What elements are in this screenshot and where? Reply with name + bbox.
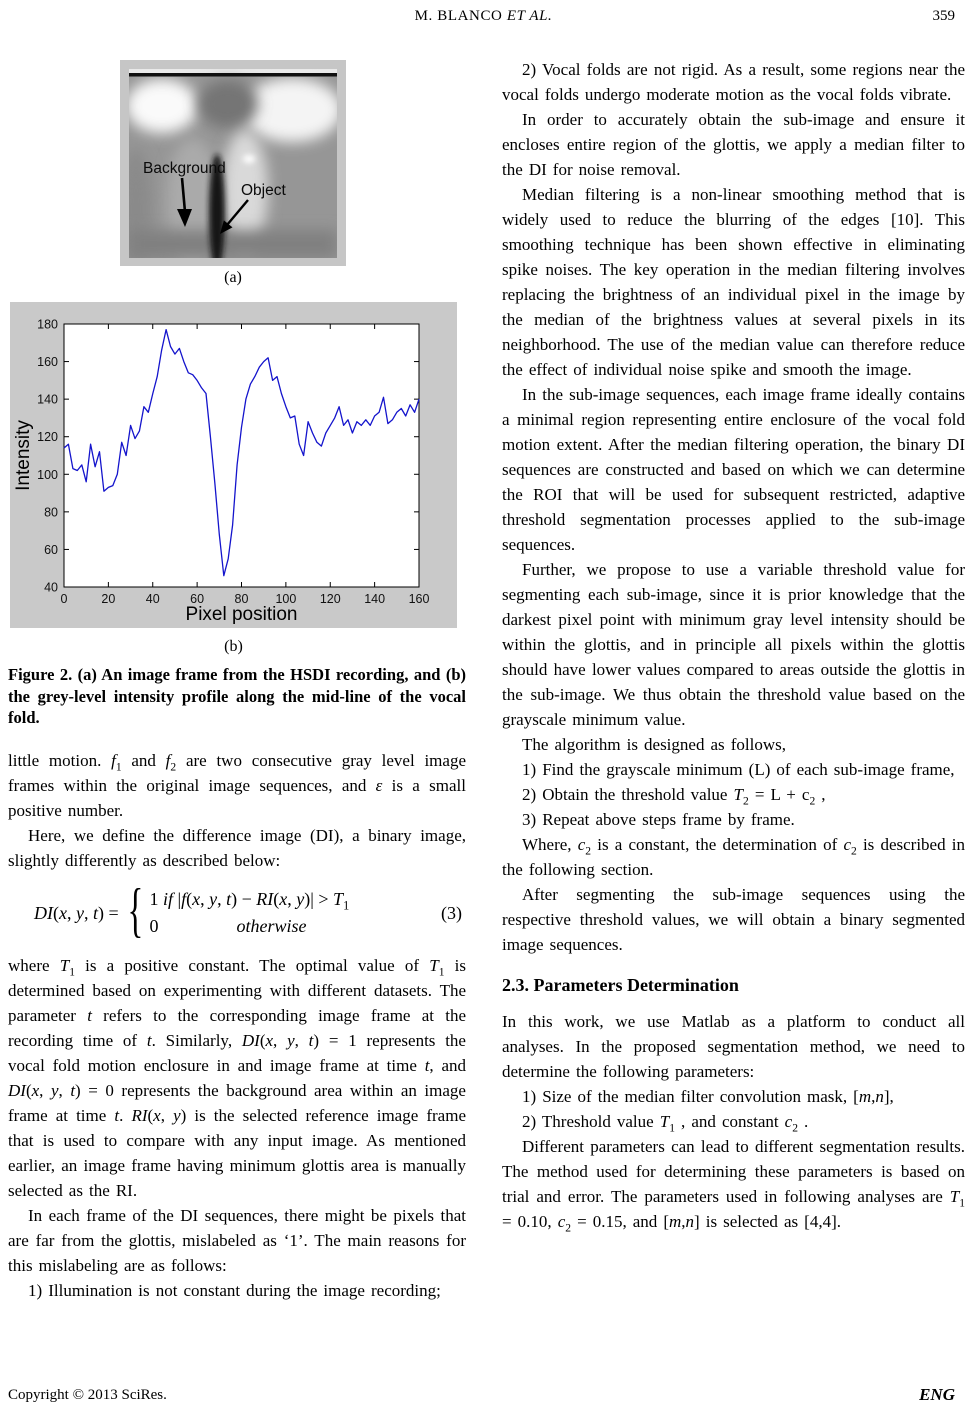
x-tick-label: 160 [408,592,430,606]
paragraph: The algorithm is designed as follows, [522,735,786,754]
equation-number: (3) [441,902,462,923]
paragraph: 1) Size of the median filter convolution mask, [m,n], [522,1087,894,1106]
y-tick-label: 80 [44,505,58,520]
intensity-profile-plot [10,302,457,628]
y-tick-label: 60 [44,542,58,557]
page-number: 359 [932,8,955,24]
paragraph: 2) Obtain the threshold value $T_2 = L + c_2$ , [522,785,826,808]
paragraph: 3) Repeat above steps frame by frame. [522,810,795,829]
x-tick-label: 20 [101,592,116,606]
y-tick-label: 100 [37,467,58,482]
paragraph: 2) Vocal folds are not rigid. As a result, some regions near the vocal folds undergo moderate motion as the vocal folds vibrate. [502,60,965,104]
paragraph: 2) Threshold value $T_1$ , and constant $c_2$ . [522,1112,809,1135]
figure-caption: Figure 2. (a) An image frame from the HSDI recording, and (b) the grey-level intensity profile along the mid-line of the vocal fold. [8,665,466,727]
journal-abbreviation: ENG [919,1385,955,1404]
paragraph: Median filtering is a non-linear smoothing method that is widely used to reduce the blurring of the edges [10]. This smoothing technique has been shown effective in eliminating spike noises. The key operation in the median filtering involves replacing the brightness of an individual pixel in the image by the median of the brightness values at several pixels in its neighborhood. The use of the median value can therefore reduce the effect of individual noise spike and smooth the image. [502,185,965,379]
y-tick-label: 40 [44,580,58,595]
x-tick-label: 120 [319,592,341,606]
y-axis-label: Intensity [13,420,34,491]
paragraph: In each frame of the DI sequences, there might be pixels that are far from the glottis, mislabeled as ‘1’. The main reasons for this mislabeling are as follows: [8,1206,466,1275]
paragraph: Where, $c_2$ is a constant, the determination of $c_2$ is described in the following section. [502,835,965,879]
x-tick-label: 80 [234,592,249,606]
figure-2a-photo [120,60,346,266]
background-label: Background [143,160,226,177]
y-tick-label: 120 [37,430,58,445]
left-column [8,748,466,1303]
figure-2b-chart [10,302,457,628]
paragraph: 1) Find the grayscale minimum (L) of each sub-image frame, [522,760,955,779]
running-head-etal: ET AL. [506,8,553,24]
x-tick-label: 140 [364,592,386,606]
brace: { [127,877,144,943]
object-label: Object [241,182,286,199]
paragraph: Here, we define the difference image (DI), a binary image, slightly differently as described below: [8,826,466,870]
paragraph: In the sub-image sequences, each image frame ideally contains a minimal region representing entire enclosure of the vocal fold motion extent. After the median filtering operation, the binary DI sequences are constructed and based on which we can determine the ROI that will be used for subsequent restricted, adaptive threshold segmentation processes applied to the sub-image sequences. [502,385,965,554]
copyright-notice: Copyright © 2013 SciRes. [8,1387,167,1403]
sublabel-b: (b) [224,638,243,655]
x-tick-label: 100 [275,592,297,606]
plot-area [64,324,419,587]
x-tick-label: 40 [145,592,160,606]
paragraph: where $T_1$ is a positive constant. The optimal value of $T_1$ is determined based on experimenting with different datasets. The parameter t refers to the corresponding image frame at the recording time of t. Similarly, DI(x, y, t) = 1 represents the vocal fold motion enclosure in and image frame at time t, and DI(x, y, t) = 0 represents the background area within an image frame at time t. RI(x, y) is the selected reference image frame that is used to compare with any input image. As mentioned earlier, an image frame having minimum glottis area is manually selected as the RI. [8,956,467,1200]
paragraph: In order to accurately obtain the sub-image and ensure it encloses entire region of the glottis, we apply a median filter to the DI for noise removal. [502,110,965,179]
paragraph: After segmenting the sub-image sequences using the respective threshold values, we will obtain a binary segmented image sequences. [502,885,965,954]
section-heading: 2.3. Parameters Determination [502,975,739,995]
y-tick-label: 160 [37,355,58,370]
paragraph: little motion. $f_1$ and $f_2$ are two consecutive gray level image frames within the original image sequences, and ε is a small positive number. [8,751,466,820]
paragraph: Different parameters can lead to different segmentation results. The method used for determining these parameters is based on trial and error. The parameters used in following analyses are $T_1 = 0.10$, $c_2 = 0.15$, and [m,n] is selected as [4,4]. [502,1137,965,1235]
paragraph: In this work, we use Matlab as a platform to conduct all analyses. In the proposed segmentation method, we need to determine the following parameters: [502,1012,965,1081]
x-axis-label: Pixel position [185,604,298,625]
y-tick-label: 180 [37,317,58,332]
x-tick-label: 60 [190,592,205,606]
running-head-authors: M. BLANCO [414,8,507,24]
equation-3: DI(x, y, t) = { 1 if |f(x, y, t) − RI(x, $y)| > T_1$ 0 otherwise (3) [8,882,466,944]
paragraph: Further, we propose to use a variable threshold value for segmenting each sub-image, since it is prior knowledge that the darkest pixel point with minimum gray level intensity should be within the glottis, and in principle all pixels within the glottis should have lower values compared to areas outside the glottis in the sub-image. We thus obtain the threshold value based on the grayscale minimum value. [502,560,965,729]
x-tick-label: 0 [60,592,68,606]
y-tick-label: 140 [37,392,58,407]
right-column [502,57,965,1234]
paragraph: 1) Illumination is not constant during the image recording; [28,1281,441,1300]
sublabel-a: (a) [224,269,242,286]
running-head [0,8,967,25]
